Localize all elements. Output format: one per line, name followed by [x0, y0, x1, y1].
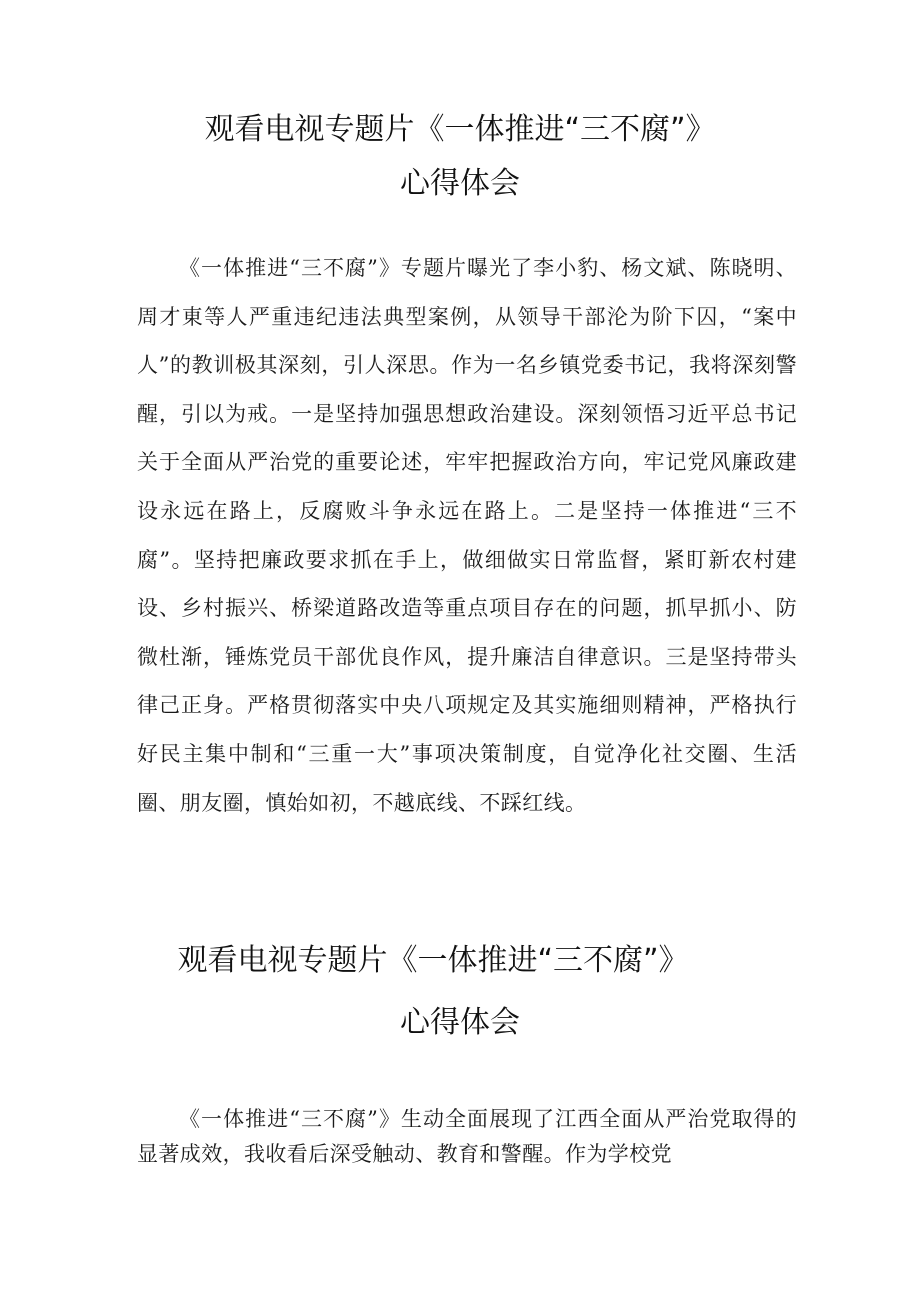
- section-1-title-line-1: 观看电视专题片《一体推进“三不腐”》: [204, 112, 716, 147]
- section-2-title: [0, 939, 920, 1045]
- section-1-paragraph: 《一体推进“三不腐”》专题片曝光了李小豹、杨文斌、陈晓明、周才東等人严重违纪违法典型案例，从领导干部沦为阶下囚，“案中人”的教训极其深刻，引人深思。作为一名乡镇党委书记，我将深刻警醒，引以为戒。一是坚持加强思想政治建设。深刻领悟习近平总书记关于全面从严治党的重要论述，牢牢把握政治方向，牢记党风廉政建设永远在路上，反腐败斗争永远在路上。二是坚持一体推进“三不腐”。坚持把廉政要求抓在手上，做细做实日常监督，紧盯新农村建设、乡村振兴、桥梁道路改造等重点项目存在的问题，抓早抓小、防微杜渐，锤炼党员干部优良作风，提升廉洁自律意识。三是坚持带头律己正身。严格贯彻落实中央八项规定及其实施细则精神，严格执行好民主集中制和“三重一大”事项决策制度，自觉净化社交圈、生活圈、朋友圈，慎始如初，不越底线、不踩红线。: [137, 256, 797, 815]
- section-2-title-line-1: 观看电视专题片《一体推进“三不腐”》: [177, 943, 689, 978]
- section-2-paragraph: 《一体推进“三不腐”》生动全面展现了江西全面从严治党取得的显著成效，我收看后深受触动、教育和警醒。作为学校党: [137, 1107, 797, 1166]
- section-1-title-line-2: 心得体会: [400, 166, 520, 201]
- section-1: [0, 108, 920, 206]
- section-2: [0, 939, 920, 1045]
- section-2-title-line-2: 心得体会: [400, 1005, 520, 1040]
- section-1-title: [0, 108, 920, 206]
